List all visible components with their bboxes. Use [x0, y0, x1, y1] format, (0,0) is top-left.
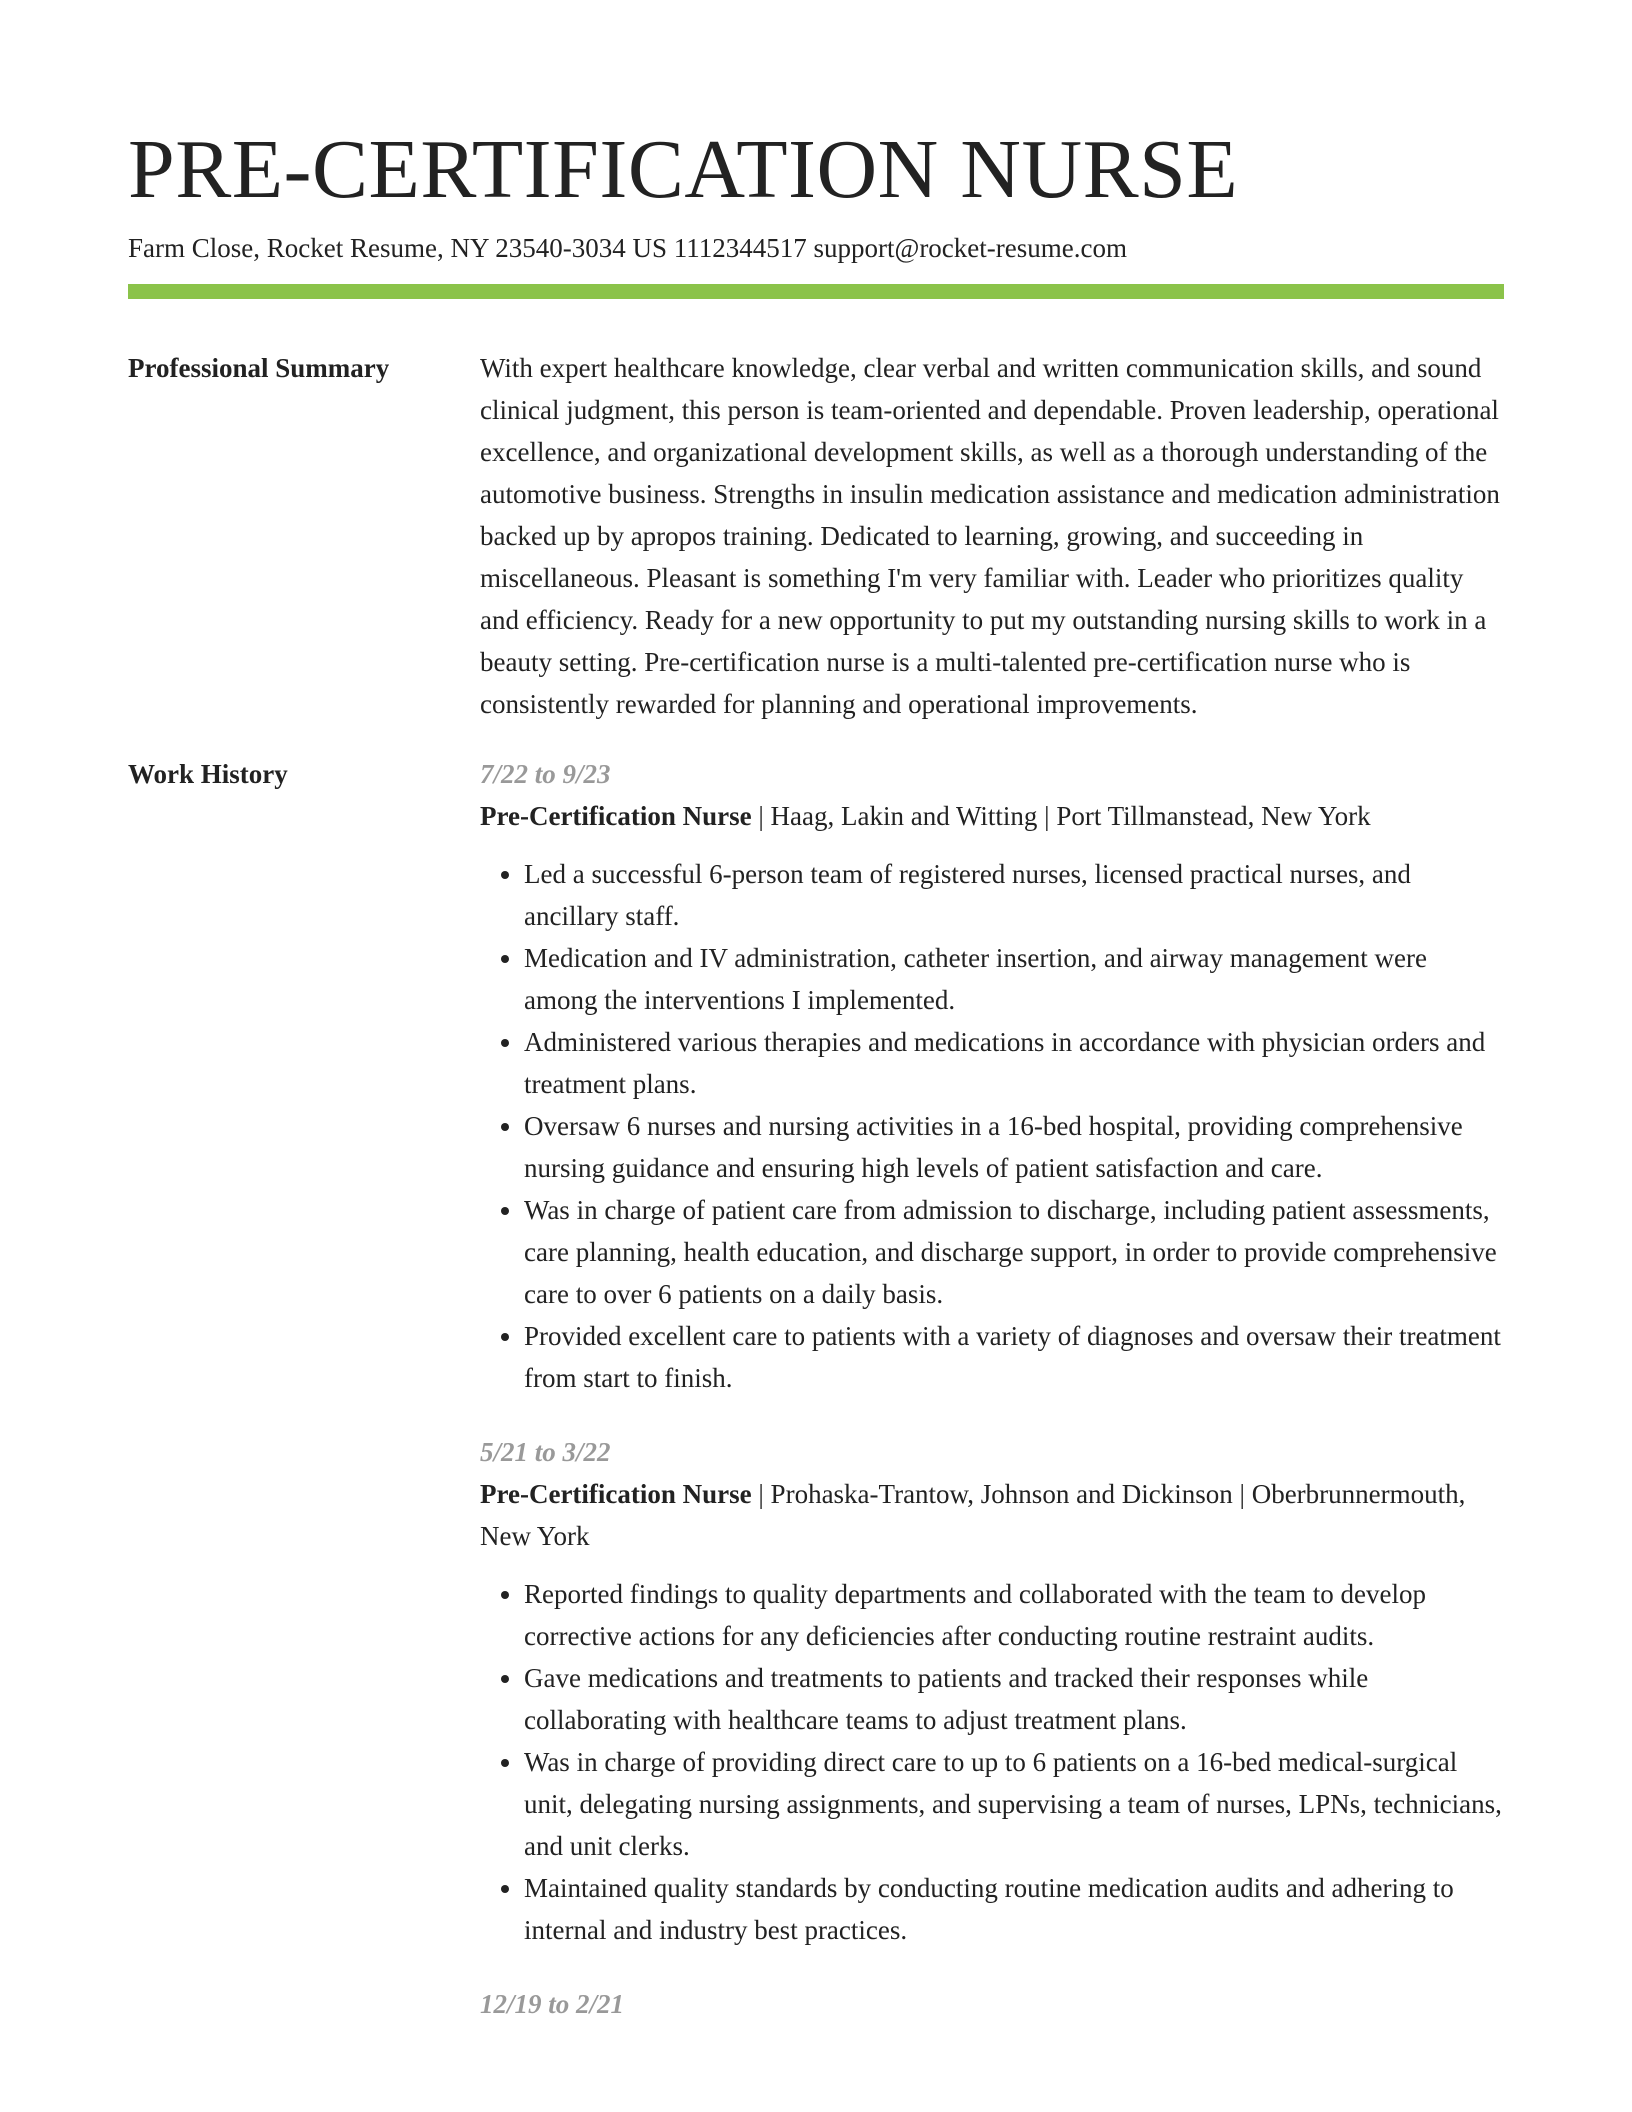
job-bullet: • Led a successful 6-person team of registered nurses, licensed practical nurses, and ancillary staff. [524, 853, 1504, 937]
professional-summary-body [480, 347, 1504, 725]
job-bullet: • Maintained quality standards by conducting routine medication audits and adhering to internal and industry best practices. [524, 1867, 1504, 1951]
job-dates: 7/22 to 9/23 [480, 759, 611, 789]
work-history-label: Work History [128, 759, 288, 789]
resume-name-heading: PRE-CERTIFICATION NURSE [128, 123, 1239, 216]
job-bullet: • Reported findings to quality departments and collaborated with the team to develop corrective actions for any deficiencies after conducting routine restraint audits. [524, 1573, 1504, 1657]
job-entry [480, 1431, 1504, 1951]
job-heading [480, 795, 1504, 837]
job-entry [480, 753, 1504, 1399]
job-dates: 12/19 to 2/21 [480, 1989, 625, 2019]
job-employer-location: | Prohaska-Trantow, Johnson and Dickinson | Oberbrunnermouth, New York [480, 1479, 1466, 1551]
contact-line: Farm Close, Rocket Resume, NY 23540-3034 US 1112344517 support@rocket-resume.com [128, 233, 1127, 263]
professional-summary-label: Professional Summary [128, 353, 390, 383]
job-bullet-list [480, 1573, 1504, 1951]
job-bullet: • Medication and IV administration, catheter insertion, and airway management were among the interventions I implemented. [524, 937, 1504, 1021]
job-heading [480, 1473, 1504, 1557]
job-bullet-list [480, 853, 1504, 1399]
job-bullet: • Gave medications and treatments to patients and tracked their responses while collaborating with healthcare teams to adjust treatment plans. [524, 1657, 1504, 1741]
professional-summary-text: With expert healthcare knowledge, clear verbal and written communication skills, and sound clinical judgment, this person is team-oriented and dependable. Proven leadership, operational excellence, and organizational development skills, as well as a thorough understanding of the automotive business. Strengths in insulin medication assistance and medication administration backed up by apropos training. Dedicated to learning, growing, and succeeding in miscellaneous. Pleasant is something I'm very familiar with. Leader who prioritizes quality and efficiency. Ready for a new opportunity to put my outstanding nursing skills to work in a beauty setting. Pre-certification nurse is a multi-talented pre-certification nurse who is consistently rewarded for planning and operational improvements. [480, 353, 1500, 719]
job-bullet: • Was in charge of providing direct care to up to 6 patients on a 16-bed medical-surgical unit, delegating nursing assignments, and supervising a team of nurses, LPNs, technicians, and unit clerks. [524, 1741, 1504, 1867]
job-entry [480, 1983, 1504, 2025]
job-bullet: • Provided excellent care to patients with a variety of diagnoses and oversaw their treatment from start to finish. [524, 1315, 1504, 1399]
job-bullet: • Oversaw 6 nurses and nursing activities in a 16-bed hospital, providing comprehensive nursing guidance and ensuring high levels of patient satisfaction and care. [524, 1105, 1504, 1189]
job-bullet: • Was in charge of patient care from admission to discharge, including patient assessments, care planning, health education, and discharge support, in order to provide comprehensive care to over 6 patients on a daily basis. [524, 1189, 1504, 1315]
header-divider [128, 284, 1504, 299]
work-history-section [128, 753, 1504, 2025]
work-history-body [480, 753, 1504, 2025]
job-employer-location: | Haag, Lakin and Witting | Port Tillmanstead, New York [751, 801, 1371, 831]
resume-page [128, 0, 1504, 2025]
job-dates: 5/21 to 3/22 [480, 1437, 611, 1467]
professional-summary-section [128, 347, 1504, 725]
job-title: Pre-Certification Nurse [480, 1479, 752, 1509]
job-title: Pre-Certification Nurse [480, 801, 752, 831]
job-bullet: • Administered various therapies and medications in accordance with physician orders and treatment plans. [524, 1021, 1504, 1105]
